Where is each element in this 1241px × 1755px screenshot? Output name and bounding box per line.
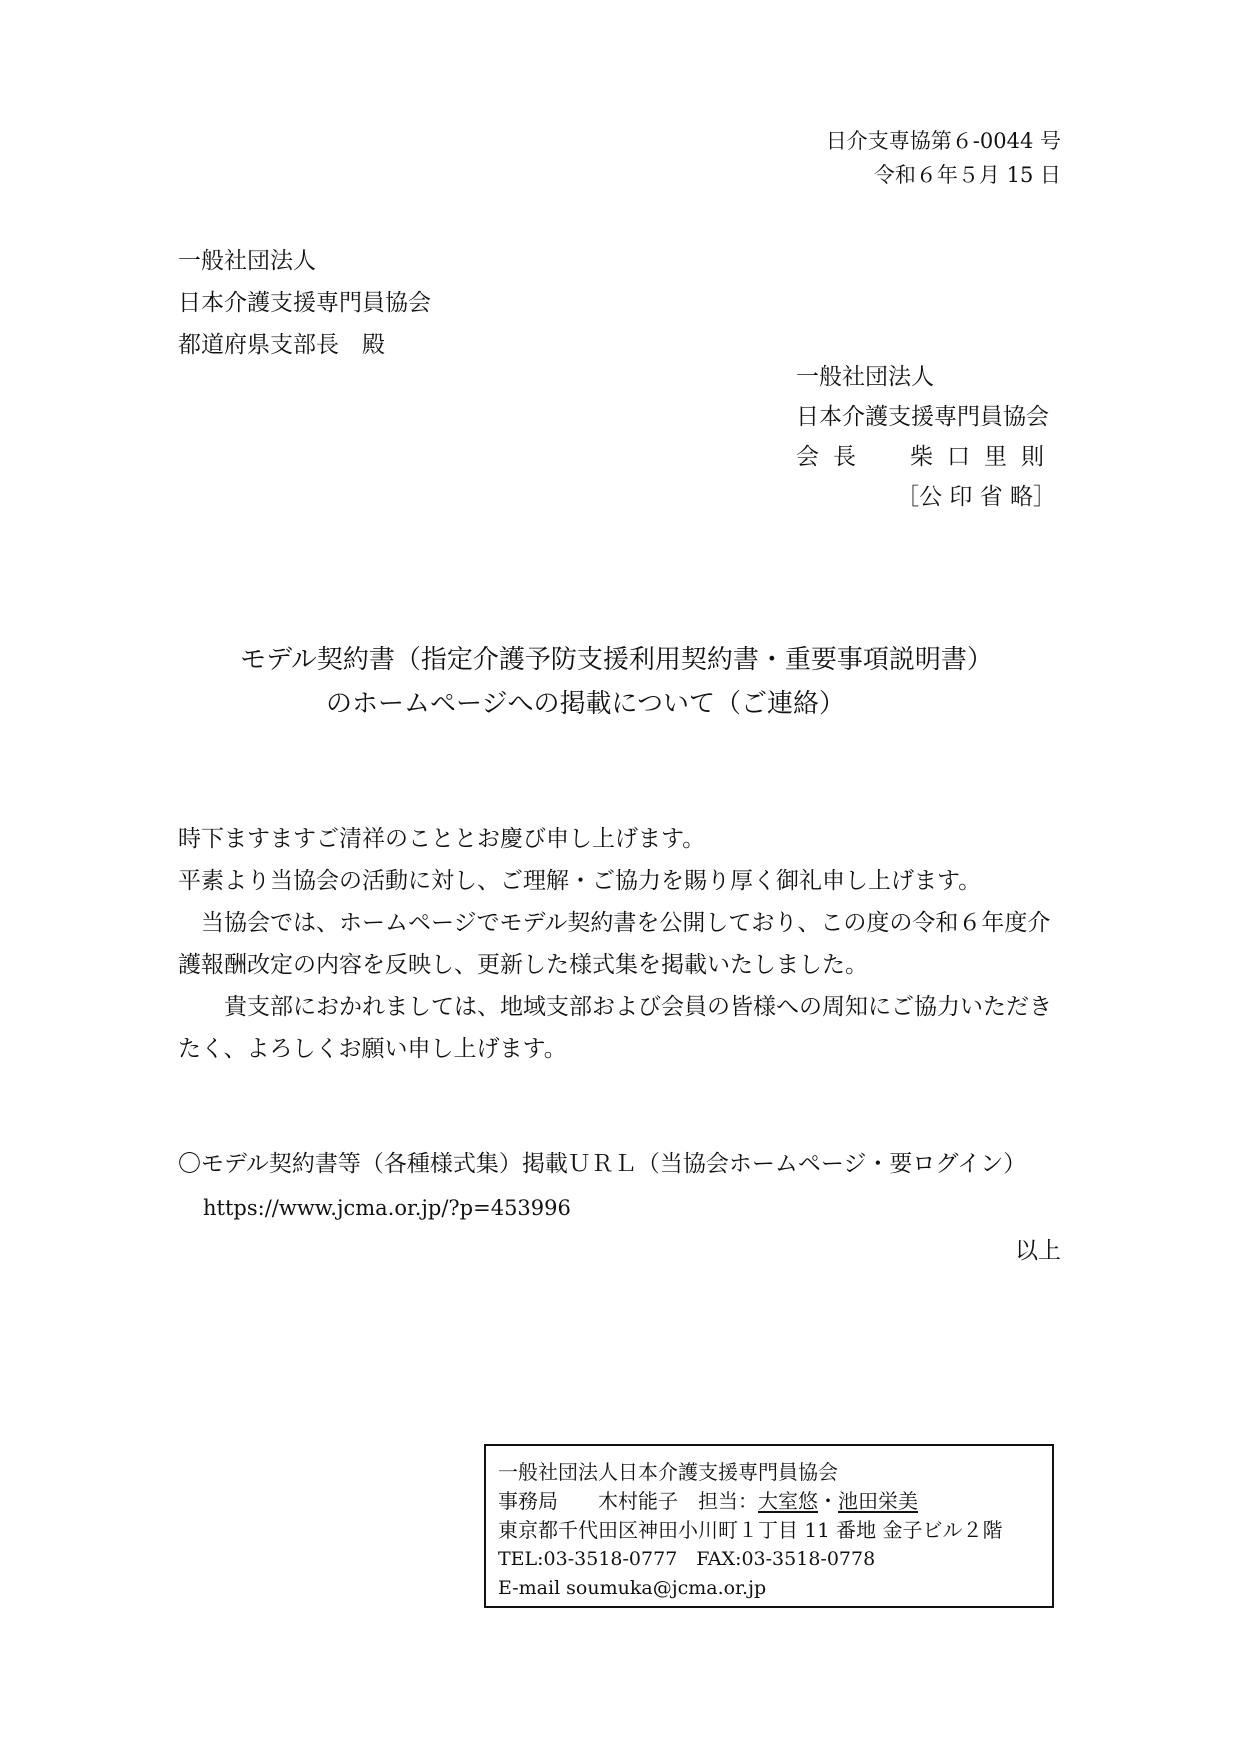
title-line-2: のホームページへの掲載について（ご連絡） — [326, 689, 845, 719]
sender-name: 柴口里則 — [910, 444, 1058, 470]
recipient-block — [178, 240, 431, 366]
link-label: 〇モデル契約書等（各種様式集）掲載ＵＲＬ（当協会ホームページ・要ログイン） — [178, 1151, 1027, 1177]
document-number: 日介支専協第６-0044 号 — [825, 129, 1061, 153]
contact-address: 東京都千代田区神田小川町１丁目 11 番地 金子ビル２階 — [498, 1518, 1003, 1542]
sender-line-2: 日本介護支援専門員協会 — [796, 404, 1049, 430]
body-paragraph-1: 時下ますますご清祥のこととお慶び申し上げます。 — [178, 826, 706, 852]
contact-box — [484, 1444, 1054, 1608]
sender-position: 会長 — [796, 444, 870, 470]
recipient-line-3: 都道府県支部長 殿 — [178, 332, 385, 358]
contact-email[interactable]: E-mail soumuka@jcma.or.jp — [498, 1577, 767, 1599]
sender-signatory — [796, 437, 1058, 477]
contact-staff — [498, 1487, 1042, 1516]
link-section — [178, 1142, 1026, 1230]
contact-staff-2: 池田栄美 — [838, 1489, 918, 1513]
closing-remark: 以上 — [1015, 1238, 1061, 1264]
contact-separator: ・ — [818, 1489, 838, 1513]
recipient-line-1: 一般社団法人 — [178, 248, 316, 274]
contact-staff-1: 大室悠 — [758, 1489, 818, 1513]
sender-block — [796, 357, 1058, 517]
title-line-1: モデル契約書（指定介護予防支援利用契約書・重要事項説明書） — [240, 645, 993, 675]
letter-body — [178, 818, 1068, 1070]
contact-phone-fax: TEL:03-3518-0777 FAX:03-3518-0778 — [498, 1548, 876, 1570]
document-meta — [826, 124, 1061, 192]
body-paragraph-2: 平素より当協会の活動に対し、ご理解・ご協力を賜り厚く御礼申し上げます。 — [178, 868, 982, 894]
sender-line-1: 一般社団法人 — [796, 364, 934, 390]
contact-org: 一般社団法人日本介護支援専門員協会 — [498, 1460, 838, 1484]
body-paragraph-3: 当協会では、ホームページでモデル契約書を公開しており、この度の令和６年度介護報酬改定の内容を反映し、更新した様式集を掲載いたしました。 — [178, 910, 1051, 978]
seal-omitted-note: ［公 印 省 略］ — [896, 484, 1056, 510]
homepage-url-link[interactable]: https://www.jcma.or.jp/?p=453996 — [203, 1196, 571, 1220]
document-title — [0, 638, 1241, 726]
contact-office-prefix: 事務局 木村能子 担当： — [498, 1489, 758, 1513]
document-date: 令和６年５月 15 日 — [873, 163, 1061, 187]
body-paragraph-4: 貴支部におかれましては、地域支部および会員の皆様への周知にご協力いただきたく、よろしくお願い申し上げます。 — [178, 994, 1052, 1062]
recipient-line-2: 日本介護支援専門員協会 — [178, 290, 431, 316]
